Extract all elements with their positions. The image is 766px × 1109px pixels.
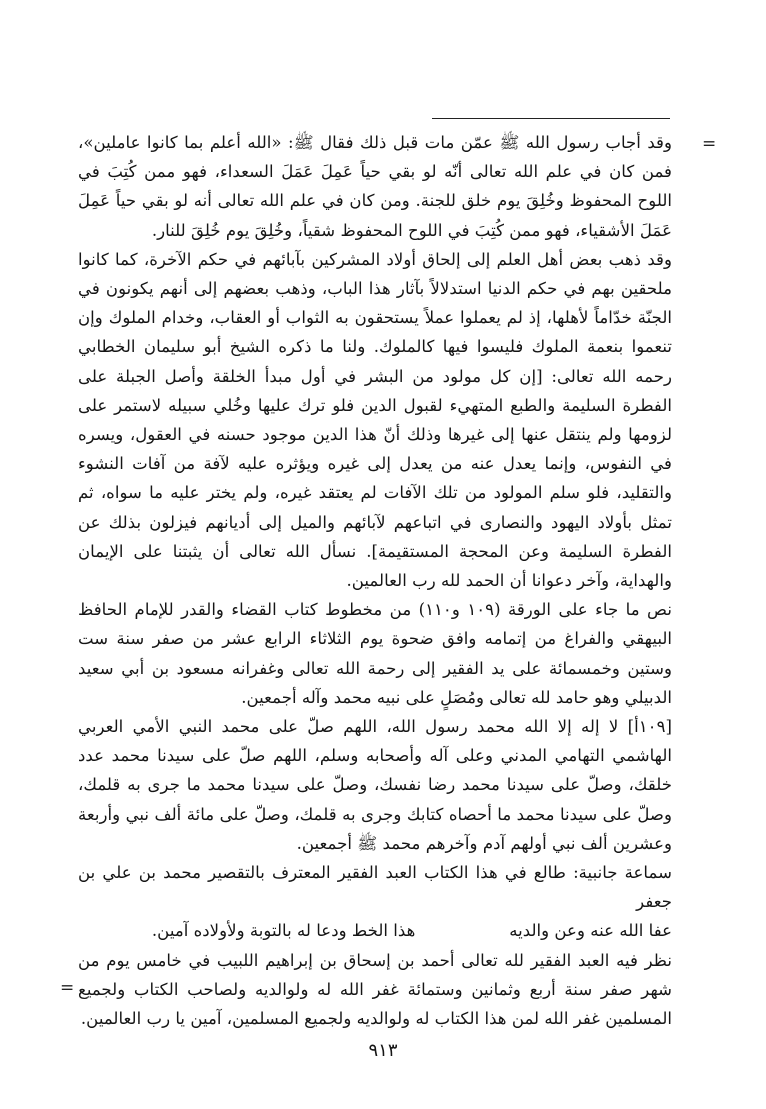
continuation-marker-top: = [702, 134, 717, 154]
side-audition-left: هذا الخط ودعا له بالتوبة ولأولاده آمين. [151, 921, 416, 941]
page-number: ٩١٣ [368, 1040, 398, 1061]
paragraph-reader-note: نظر فيه العبد الفقير لله تعالى أحمد بن إسحاق بن إبراهيم اللبيب في خامس يوم من شهر صفر سنة أربع وثمانين وستمائة غفر الله له ولوالديه ولصاحب الكتاب ولجميع المسلمين غفر الله لمن هذا الكتاب له ولوالديه ولجميع المسلمين، آمين يا رب العالمين. [78, 950, 672, 1029]
paragraph-prayer: [١٠٩أ] لا إله إلا الله محمد رسول الله، اللهم صلّ على محمد النبي الأمي العربي الهاشمي التهامي المدني وعلى آله وأصحابه وسلم، اللهم صلّ على سيدنا محمد عدد خلقك، وصلّ على سيدنا محمد رضا نفسك، وصلّ على سيدنا محمد ما جرى به قلمك، وصلّ على سيدنا محمد ما أحصاه كتابك وجرى به قلمك، وصلّ على مائة ألف نبي وأربعة وعشرين ألف نبي أولهم آدم وآخرهم محمد ﷺ أجمعين. [78, 717, 672, 853]
paragraph-side-audition: سماعة جانبية: طالع في هذا الكتاب العبد الفقير المعترف بالتقصير محمد بن علي بن جعفر [78, 863, 672, 912]
paragraph-manuscript-note: نص ما جاء على الورقة (١٠٩ و١١٠) من مخطوط كتاب القضاء والقدر للإمام الحافظ البيهقي والفراغ من إتمامه وافق ضحوة يوم الثلاثاء الرابع عشر من صفر سنة ست وستين وخمسمائة على يد الفقير إلى رحمة الله تعالى وغفرانه مسعود بن أبي سعيد الدبيلي وهو حامد لله تعالى ومُصَلٍ على نبيه محمد وآله أجمعين. [78, 600, 672, 707]
paragraph-prophet-answer: وقد أجاب رسول الله ﷺ عمّن مات قبل ذلك فقال ﷺ: «الله أعلم بما كانوا عاملين»، فمن كان في علم الله تعالى أنّه لو بقي حياً عَمِلَ عَمَلَ السعداء، فهو ممن كُتِبَ في اللوح المحفوظ وخُلِقَ يوم خلق للجنة. ومن كان في علم الله تعالى أنه لو بقي حياً عَمِلَ عَمَلَ الأشقياء، فهو ممن كُتِبَ في اللوح المحفوظ شقياً، وخُلِقَ يوم خُلِقَ للنار. [78, 133, 672, 240]
continuation-marker-bottom: = [60, 978, 75, 998]
paragraph-scholars-opinion: وقد ذهب بعض أهل العلم إلى إلحاق أولاد المشركين بآبائهم في حكم الآخرة، كما كانوا ملحقين بهم في حكم الدنيا استدلالاً بآثار هذا الباب، وذهب بعضهم إلى أنهم يكونون في الجنّة خدّاماً لأهلها، إذ لم يعملوا عملاً يستحقون به الثواب أو العقاب، وخدام الملوك وإن تنعموا بنعمة الملوك فليسوا فيها كالملوك. ولنا ما ذكره الشيخ أبو سليمان الخطابي رحمه الله تعالى: [إن كل مولود من البشر في أول مبدأ الخلقة وأصل الجبلة على الفطرة السليمة والطبع المتهيء لقبول الدين فلو ترك عليها وخُلي سبيله لاستمر على لزومها ولم ينتقل عنها إلى غيرها وذلك أنّ هذا الدين موجود حسنه في العقول، ويسره في النفوس، وإنما يعدل عنه من يعدل إلى غيره ويؤثره عليه لآفة من آفات النشوء والتقليد، فلو سلم المولود من تلك الآفات لم يعتقد غيره، ولم يختر عليه ما سواه، ثم تمثل بأولاد اليهود والنصارى في اتباعهم لآبائهم والميل إلى أديانهم فيزلون بذلك عن الفطرة السليمة وعن المحجة المستقيمة]. نسأل الله تعالى أن يثبتنا على الإيمان والهداية، وآخر دعوانا أن الحمد لله رب العالمين. [78, 249, 672, 591]
side-audition-continuation [78, 916, 672, 945]
footnote-text-block [78, 128, 672, 1033]
footnote-separator-rule [432, 118, 670, 119]
side-audition-right: عفا الله عنه وعن والديه [509, 921, 672, 941]
